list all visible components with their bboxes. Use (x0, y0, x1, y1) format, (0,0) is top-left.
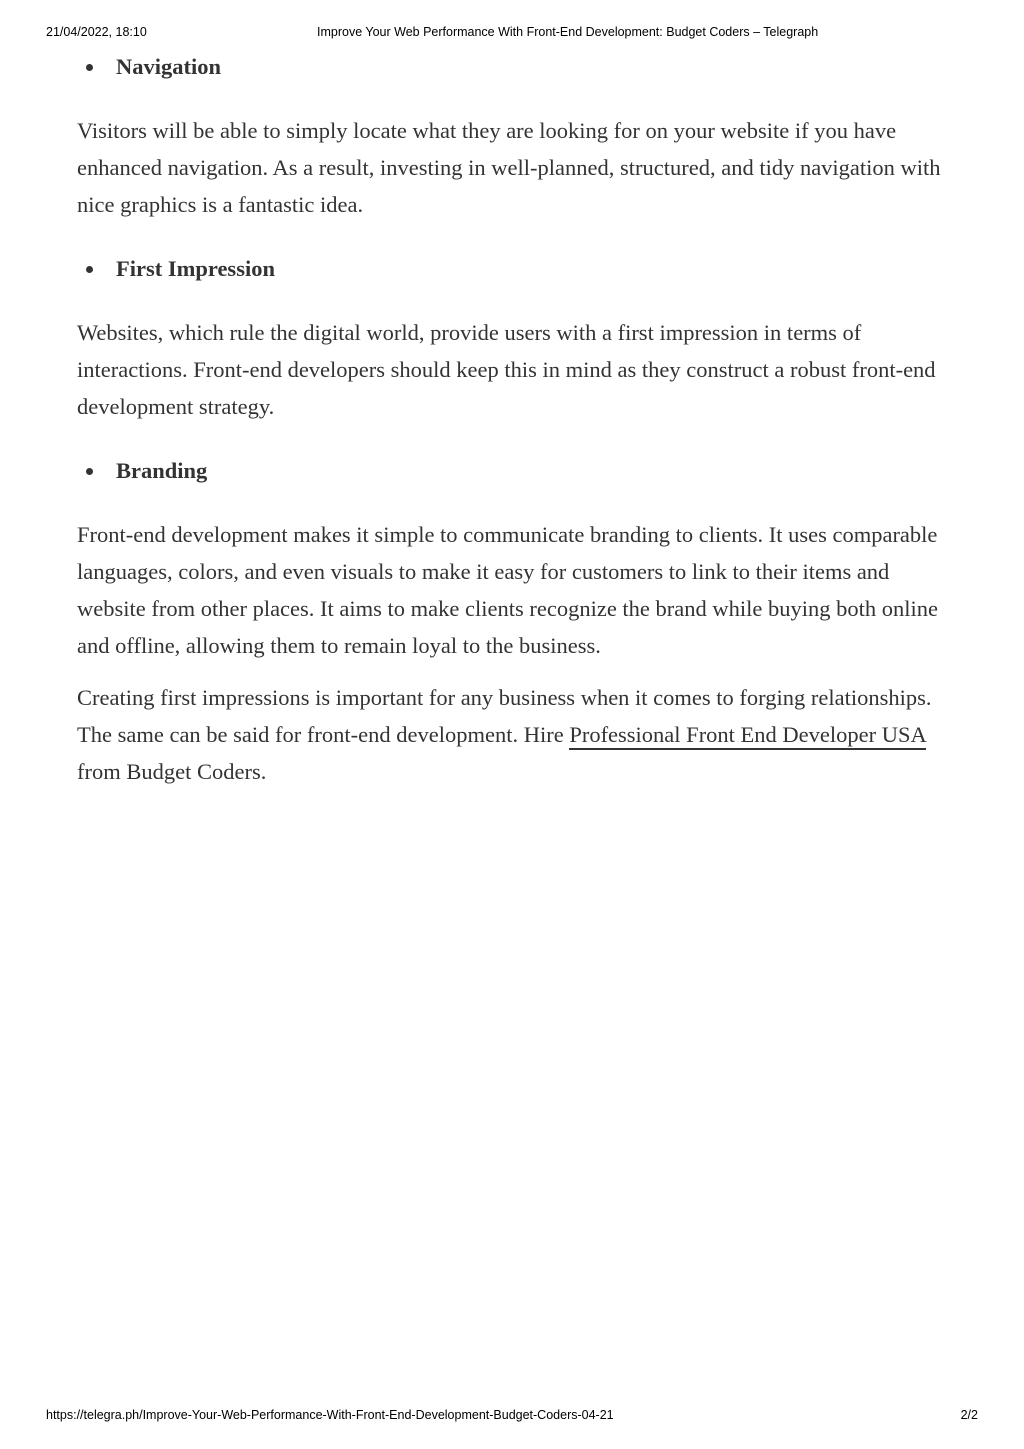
bullet-heading-branding (77, 452, 957, 489)
bullet-heading-label: Navigation (116, 54, 222, 79)
paragraph-branding: Front-end development makes it simple to communicate branding to clients. It uses comparable languages, colors, and even visuals to make it easy for customers to link to their items and website from other places. It aims to make clients recognize the brand while buying both online and offline, allowing them to remain loyal to the business. (77, 522, 938, 658)
paragraph-first-impression: Websites, which rule the digital world, provide users with a first impression in terms of interactions. Front-end developers should keep this in mind as they construct a robust front-end development strategy. (77, 320, 936, 419)
bullet-heading-label: Branding (116, 458, 208, 483)
closing-text-before-link: Creating first impressions is important for any business when it comes to forging relationships. The same can be said for front-end development. Hire (77, 685, 932, 747)
article-body (77, 48, 957, 790)
paragraph-closing (77, 679, 957, 790)
bullet-dot (86, 64, 93, 71)
print-datetime: 21/04/2022, 18:10 (46, 25, 147, 39)
closing-text-after-link: from Budget Coders. (77, 759, 267, 784)
professional-developer-link[interactable]: Professional Front End Developer USA (569, 722, 925, 750)
bullet-heading-label: First Impression (116, 256, 275, 281)
print-page-number: 2/2 (960, 1408, 978, 1422)
bullet-heading-navigation (77, 48, 957, 85)
print-header (0, 25, 1024, 43)
bullet-heading-first-impression (77, 250, 957, 287)
print-page-title: Improve Your Web Performance With Front-End Development: Budget Coders – Telegraph (317, 25, 819, 39)
bullet-dot (86, 266, 93, 273)
bullet-dot (86, 468, 93, 475)
paragraph-navigation: Visitors will be able to simply locate what they are looking for on your website if you have enhanced navigation. As a result, investing in well-planned, structured, and tidy navigation with nice graphics is a fantastic idea. (77, 118, 941, 217)
print-footer (0, 1408, 1024, 1426)
print-url: https://telegra.ph/Improve-Your-Web-Performance-With-Front-End-Development-Budget-Coders-04-21 (46, 1408, 614, 1422)
